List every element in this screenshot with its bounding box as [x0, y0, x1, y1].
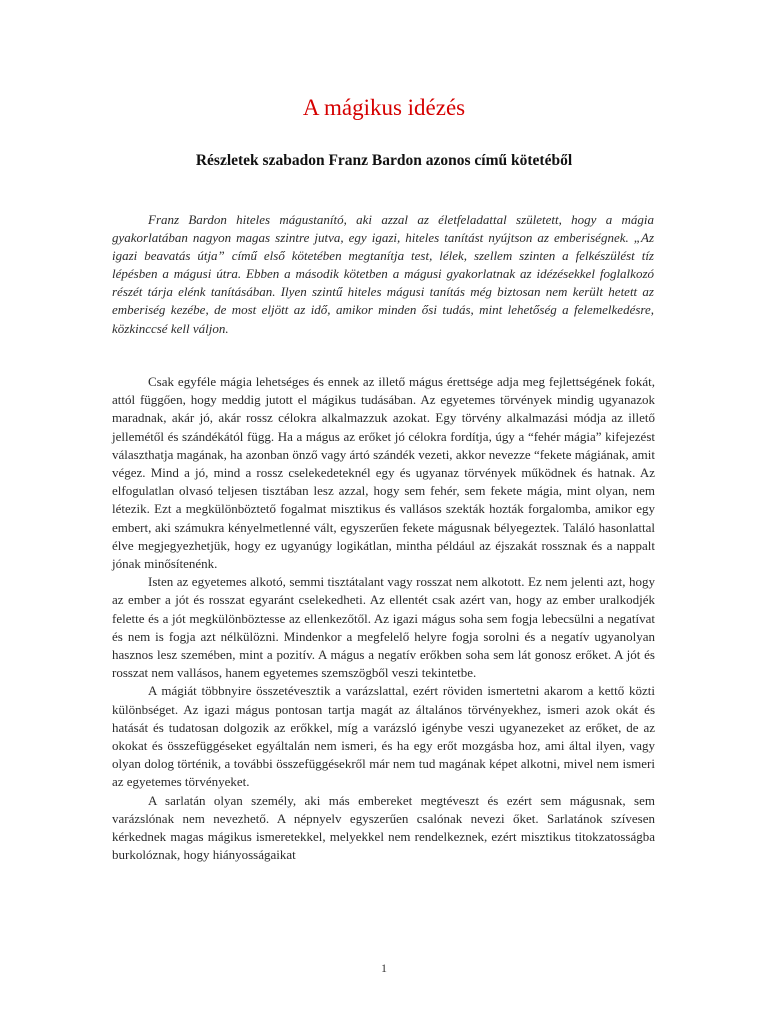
body-paragraph: A mágiát többnyire összetévesztik a varázslattal, ezért röviden ismertetni akarom a kettő közti különbséget. Az igazi mágus pontosan tartja magát az általános törvényekhez, ismeri azok okát és hatását és tudatosan dolgozik az erőkkel, míg a varázsló igénybe veszi ugyanezeket az erőket, de az okokat és összefüggéseket egyáltalán nem ismeri, és ha egy erőt mozgásba hoz, ami által ilyen, vagy olyan dolog történik, a további összefüggésekről már nem tud magának képet alkotni, mivel nem ismeri az egyetemes törvényeket. — [112, 683, 655, 790]
body-paragraph: Csak egyféle mágia lehetséges és ennek az illető mágus érettsége adja meg fejlettségének fokát, attól függően, hogy meddig jutott el mágikus tudásában. Az egyetemes törvények mindig ugyanazok maradnak, akár jó, akár rossz célokra alkalmazzuk azokat. Egy törvény alkalmazási módja az illető jellemétől és szándékától függ. Ha a mágus az erőket jó célokra fordítja, úgy a “fehér mágia” kifejezést választhatja magának, ha azonban önző vagy ártó szándék vezeti, akkor nevezze “fekete mágiának, amit végez. Mind a jó, mind a rossz cselekedeteknél egy és ugyanaz törvények működnek és hatnak. Az elfogulatlan olvasó teljesen tisztában lesz azzal, hogy sem fehér, sem fekete mágia, mint olyan, nem létezik. Ezt a megkülönböztető fogalmat misztikus és vallásos szekták hozták forgalomba, amikor egy embert, aki számukra kényelmetlenné vált, egyszerűen fekete mágusnak bélyegeztek. Találó hasonlattal élve megjegyezhetjük, hogy ez ugyanúgy logikátlan, mintha például az éjszakát rossznak és a nappalt jónak minősítenénk. — [112, 374, 655, 572]
page-number: 1 — [381, 961, 387, 975]
body-text — [112, 373, 655, 864]
page-subtitle: Részletek szabadon Franz Bardon azonos című kötetéből — [195, 152, 573, 169]
intro-paragraph: Franz Bardon hiteles mágustanító, aki azzal az életfeladattal született, hogy a mágia gyakorlatában nagyon magas szintre jutva, egy igazi, hiteles tanítást nyújtson az emberiségnek. „Az igazi beavatás útja” című első kötetében megtanítja test, lélek, szellem szinten a felkészülést tíz lépésben a mágusi útra. Ebben a második kötetben a mágusi gyakorlatnak az idézésekkel foglalkozó részét tárja elénk tanításában. Ilyen szintű hiteles mágusi tanítás még biztosan nem került hetett az emberiség kezébe, de most eljött az idő, amikor minden ősi tudás, mint lehetőség a felemelkedésre, közkinccsé kell váljon. — [112, 212, 654, 336]
page-title: A mágikus idézés — [302, 95, 466, 120]
body-paragraph: A sarlatán olyan személy, aki más embereket megtéveszt és ezért sem mágusnak, sem varázslónak nem nevezhető. A népnyelv egyszerűen csalónak nevezi őket. Sarlatánok szívesen kérkednek magas mágikus ismeretekkel, melyekkel nem rendelkeznek, ezért misztikus titokzatosságba burkolóznak, hogy hiányosságaikat — [112, 792, 655, 863]
body-paragraph: Isten az egyetemes alkotó, semmi tisztátalant vagy rosszat nem alkotott. Ez nem jelenti azt, hogy az ember a jót és rosszat egyaránt cselekedheti. Az ellentét csak azért van, hogy az ember uralkodjék felette és a jót megkülönböztesse az ellenkezőtől. Az igazi mágus soha sem fogja lebecsülni a negatívat és nem is fogja azt nélkülözni. Mindenkor a megfelelő helyre fogja sorolni és a negatív ugyanolyan hasznos lesz szemében, mint a pozitív. A mágus a negatív erőkben soha sem lát gonosz erőket. A jót és rosszat nem vallásos, hanem egyetemes szemszögből veszi tekintetbe. — [112, 574, 655, 681]
